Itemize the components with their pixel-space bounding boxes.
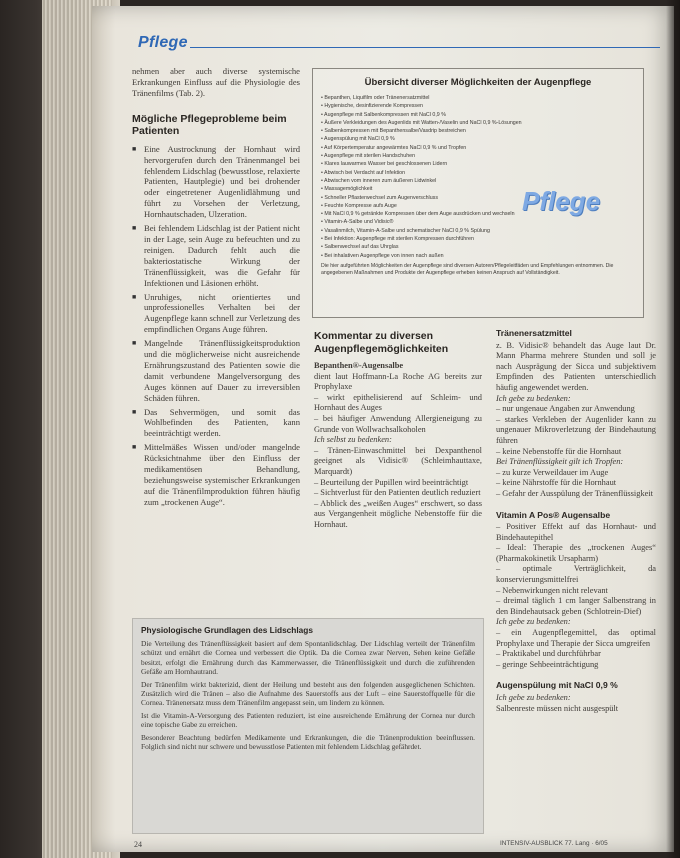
text-paragraph: Ist die Vitamin-A-Versorgung des Patienten reduziert, ist eine ausreichende Ernährung der Cornea nur durch eine topische Gabe zu erreichen.	[141, 710, 475, 730]
right-column	[496, 328, 656, 714]
text-line: – Ideal: Therapie des „trockenen Auges“ (Pharmakokinetik Ursapharm)	[496, 543, 656, 563]
list-item: • Auf Körpertemperatur angewärmtes NaCl 0,9 % und Tropfen	[321, 144, 635, 152]
text-paragraph: Besonderer Beachtung bedürfen Medikamente und Erkrankungen, die die Tränenproduktion beeinflussen. Folglich sind nicht nur schwere und bewusstlose Patienten mit fehlendem Lidschlag gefährdet.	[141, 732, 475, 752]
list-item: • Vitamin-A-Salbe und Vidisic®	[321, 218, 635, 226]
note-label: Ich gebe zu bedenken:	[496, 617, 571, 627]
left-column	[132, 66, 300, 511]
text-paragraph: Die Verteilung des Tränenflüssigkeit basiert auf dem Spontanlidschlag. Der Lidschlag verteilt der Tränenfilm schützt und ernährt die Cornea und verbessert die Optik. Da die Cornea zwar Nerven, Sehen keine Gefäße besitzt, erfolgt die Ernährung durch das Kammerwasser, die Tränenflüssigkeit und durch die zuführenden Gefäße am Hornhautrand.	[141, 639, 475, 677]
text-line: – zu kurze Verweildauer im Auge	[496, 467, 609, 477]
text-paragraph: Der Tränenfilm wirkt bakterizid, dient der Heilung und besteht aus den folgenden ausgeglichenen Schichten. Zusätzlich wird die Tränen – also die Aufnahme des Sauerstoffs aus der Luft – eine Sauerstoffquelle für die Cornea. Tränenersatz muss dem Tränenfilm angepasst sein, um lindern zu können.	[141, 679, 475, 708]
page-number: 24	[134, 840, 142, 849]
list-item: ■ Bei fehlendem Lidschlag ist der Patient nicht in der Lage, sein Auge zu befeuchten und zu reinigen. Dadurch fehlt auch die bakteriostatische Wirkung der Tränenflüssigkeit, was die Gefahr für Infektionen und Läsionen erhöht.	[132, 223, 300, 288]
text-line: – Sichtverlust für den Patienten deutlich reduziert	[314, 488, 481, 498]
journal-footer: INTENSIV-AUSBLICK 77. Lang · 6/05	[500, 840, 608, 847]
list-item: • Augenspülung mit NaCl 0,9 %	[321, 135, 635, 143]
note-label: Ich gebe zu bedenken:	[496, 393, 571, 403]
middle-column	[314, 330, 482, 531]
list-item: • Bei inhalativen Augenpflege von innen nach außen	[321, 252, 635, 260]
problems-list	[132, 144, 300, 508]
physiology-box	[132, 618, 484, 834]
list-item: • Klares lauwarmes Wasser bei geschlossenen Lidern	[321, 160, 635, 168]
right-edge-shadow	[666, 0, 680, 858]
list-item: • Abwischen vom inneren zum äußeren Lidwinkel	[321, 177, 635, 185]
list-item: • Massagemöglichkeit	[321, 185, 635, 193]
subheading: Augenspülung mit NaCl 0,9 %	[496, 680, 618, 691]
note-label: Ich selbst zu bedenken:	[314, 435, 392, 445]
text-line: dient laut Hoffmann-La Roche AG bereits zur Prophylaxe	[314, 371, 482, 392]
list-item: • Salbenwechsel auf das Uhrglas	[321, 243, 635, 251]
list-item: • Feuchte Kompresse aufs Auge	[321, 202, 635, 210]
list-item: • Vasalinmilch, Vitamin-A-Salbe und schematischer NaCl 0,9 % Spülung	[321, 227, 635, 235]
overview-footnote: Die hier aufgeführten Möglichkeiten der Augenpflege sind diversen Autoren/Pflegeleitfäden und Empfehlungen entnommen. Die angegebenen Maßnahmen und Produkte der Augenpflege erheben keinen Anspruch auf Vollständigkeit.	[321, 262, 614, 276]
header-rule	[190, 47, 660, 48]
list-item: ■ Mittelmäßes Wissen und/oder mangelnde Rücksichtnahme über den Einfluss der medikamentösen Behandlung, beziehungsweise systemischer Erkrankungen auf die Tränenfilmproduktion führen häufig zum „trockenen Auge“.	[132, 442, 300, 507]
text-line: – Abblick des „weißen Auges“ erschwert, so dass aus Vergangenheit mögliche Nebenstoffe für die Hornhaut.	[314, 498, 482, 529]
note-label: Ich gebe zu bedenken:	[496, 693, 571, 702]
text-line: – bei häufiger Anwendung Allergieneigung zu Grunde von Wollwachsalkoholen	[314, 413, 482, 434]
list-item: ■ Eine Austrocknung der Hornhaut wird hervorgerufen durch den Tränenmangel bei fehlendem Lidschlag (bewusstlose, relaxierte Patienten, Hautplegie) und bei drohender oder eingetretener Augenlidlähmung und führt zu Vorsehen der Verletzung, Hornhautschaden, Ulzeration.	[132, 144, 300, 220]
text-line: – Tränen-Einwaschmittel bei Dexpanthenol geeignet als Vidisic® (Schleimhauttaxe, Marquardt)	[314, 445, 482, 476]
text-line: – starkes Verkleben der Augenlider kann zu ungenauer Mikroverletzung der Bindehautung führen	[496, 414, 656, 445]
text-line: – optimale Verträglichkeit, da konservierungsmittelfrei	[496, 564, 656, 585]
subheading: Tränenersatzmittel	[496, 328, 572, 338]
text-line: – wirkt epithelisierend auf Schleim- und Hornhaut des Auges	[314, 392, 482, 413]
list-item: • Äußere Verkleidungen des Augenlids mit Watten-/Vaselin und NaCl 0,9 %-Lösungen	[321, 119, 635, 127]
list-item: • Augenpflege mit sterilen Handschuhen	[321, 152, 635, 160]
list-item: • Augenpflege mit Salbenkompressen mit NaCl 0,9 %	[321, 111, 635, 119]
subheading: Bepanthen®-Augensalbe	[314, 361, 404, 370]
pflege-logo-graphic: Pflege	[522, 186, 601, 216]
text-line: – keine Nährstoffe für die Hornhaut	[496, 478, 617, 488]
list-item: • Abwisch bei Verdacht auf Infektion	[321, 169, 635, 177]
magazine-page	[92, 6, 674, 852]
text-line: – ein Augenpflegemittel, das optimal Prophylaxe und Therapie der Sicca umgreifen	[496, 628, 656, 648]
text-line: – nur ungenaue Angaben zur Anwendung	[496, 404, 635, 414]
text-line: – geringe Sehbeeinträchtigung	[496, 659, 599, 669]
brand-logo: Pflege	[138, 34, 188, 51]
list-item: • Hygienische, desinfizierende Kompressen	[321, 102, 635, 110]
overview-list	[313, 94, 643, 260]
physiology-title: Physiologische Grundlagen des Lidschlags	[141, 625, 313, 635]
problems-heading: Mögliche Pflegeprobleme beim Patienten	[132, 112, 287, 138]
list-item: • Salbenkompressen mit Bepanthensalbe/Vasdrip bestreichen	[321, 127, 635, 135]
text-line: – Nebenwirkungen nicht relevant	[496, 585, 608, 595]
list-item: ■ Unruhiges, nicht orientiertes und unprofessionelles Verhalten bei der Augenpflege kann schnell zur Verletzung des empfindlichen Organs Auge führen.	[132, 292, 300, 336]
text-line: – Beurteilung der Pupillen wird beeinträchtigt	[314, 477, 469, 487]
text-line: – Gefahr der Ausspülung der Tränenflüssigkeit	[496, 488, 654, 498]
list-item: • Bepanthen, Liquifilm oder Tränenersatzmittel	[321, 94, 635, 102]
note-label: Bei Tränenflüssigkeit gilt ich Tropfen:	[496, 457, 624, 467]
intro-paragraph: nehmen aber auch diverse systemische Erkrankungen Einfluss auf die Physiologie des Tränenfilms (Tab. 2).	[132, 66, 300, 98]
text-paragraph: z. B. Vidisic® behandelt das Auge laut Dr. Mann Pharma mehrere Stunden und soll je nach Ausprägung der Sicca und subjektivem Empfinden des Patienten unterschiedlich häufig angewendet werden.	[496, 340, 656, 392]
text-line: Salbenreste müssen nicht ausgespült	[496, 703, 619, 713]
overview-title: Übersicht diverser Möglichkeiten der Augenpflege	[364, 77, 592, 88]
list-item: • Bei Infektion: Augenpflege mit sterilen Kompressen durchführen	[321, 235, 635, 243]
subheading: Vitamin A Pos® Augensalbe	[496, 509, 611, 520]
text-line: – dreimal täglich 1 cm langer Salbenstrang in den Bindehautsack geben (Schlotrein-Dief)	[496, 596, 656, 616]
list-item: ■ Mangelnde Tränenflüssigkeitsproduktion und die möglicherweise nicht ausreichende Ernährungszustand des Patienten sowie die damit verbundene Mangelversorgung des Auges können auf Dauer zu irreversiblen Schäden führen.	[132, 338, 300, 403]
list-item: • Mit NaCl 0,9 % getränkte Kompressen über dem Auge ausdrücken und wechseln	[321, 210, 635, 218]
comment-heading: Kommentar zu diversen Augenpflegemöglichkeiten	[314, 330, 449, 355]
list-item: • Schneller Pflasterwechsel zum Augenverschluss	[321, 194, 635, 202]
text-line: – Praktikabel und durchführbar	[496, 649, 601, 659]
text-line: – Positiver Effekt auf das Hornhaut- und Bindehautepithel	[496, 522, 656, 542]
list-item: ■ Das Sehvermögen, und somit das Wohlbefinden des Patienten, kann beeinträchtigt werden.	[132, 407, 300, 440]
text-line: – keine Nebenstoffe für die Hornhaut	[496, 446, 622, 456]
